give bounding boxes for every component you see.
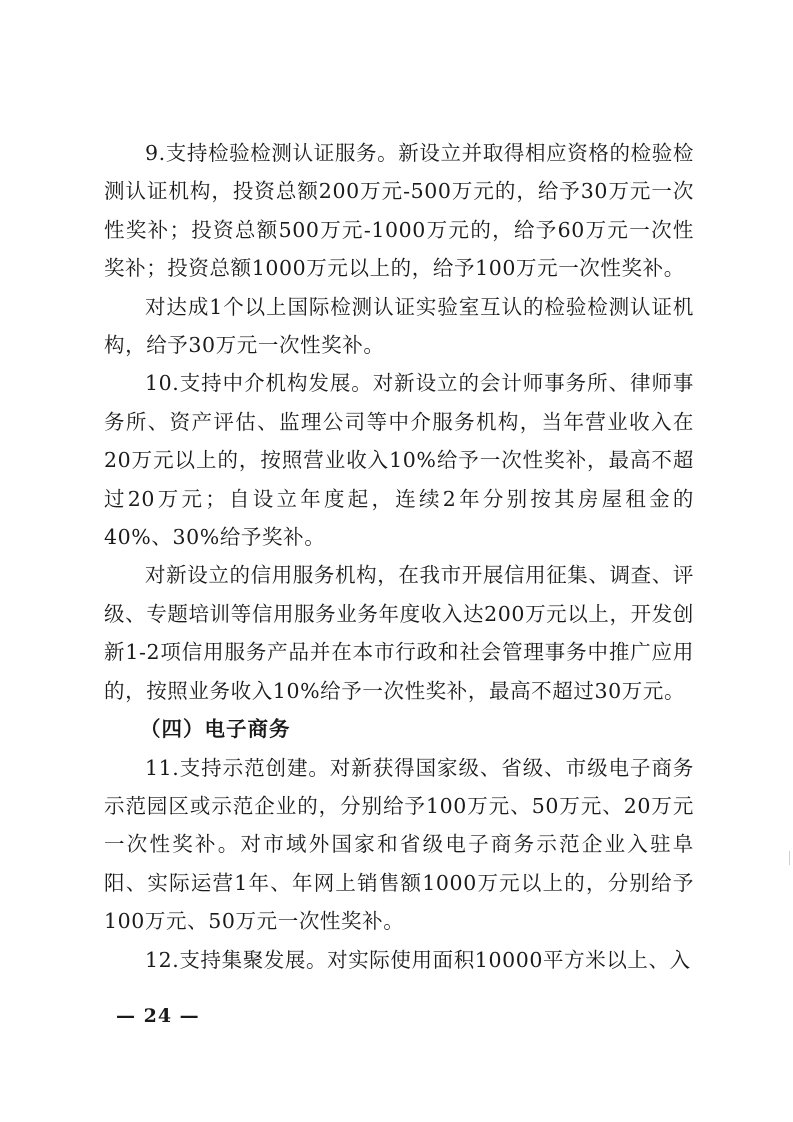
paragraph-international-mutual-recognition: 对达成1个以上国际检测认证实验室互认的检验检测认证机构，给予30万元一次性奖补。	[104, 294, 694, 358]
paragraph-credit-service-agencies: 对新设立的信用服务机构，在我市开展信用征集、调查、评级、专题培训等信用服务业务年度收入达200万元以上，开发创新1-2项信用服务产品并在本市行政和社会管理事务中推广应用的，按照业务收入10%给予一次性奖补，最高不超过30万元。	[104, 563, 694, 703]
paragraph-inspection-certification: 9.支持检验检测认证服务。新设立并取得相应资格的检验检测认证机构，投资总额200万元-500万元的，给予30万元一次性奖补；投资总额500万元-1000万元的，给予60万元一次性奖补；投资总额1000万元以上的，给予100万元一次性奖补。	[104, 141, 694, 281]
section-heading-ecommerce: （四）电子商务	[140, 717, 291, 742]
paragraph-cluster-development: 12.支持集聚发展。对实际使用面积10000平方米以上、入	[145, 947, 691, 972]
page-number: — 24 —	[116, 1005, 200, 1027]
scan-edge-mark	[789, 851, 790, 865]
paragraph-demonstration-creation: 11.支持示范创建。对新获得国家级、省级、市级电子商务示范园区或示范企业的，分别给予100万元、50万元、20万元一次性奖补。对市域外国家和省级电子商务示范企业入驻阜阳、实际运营1年、年网上销售额1000万元以上的，分别给予100万元、50万元一次性奖补。	[104, 755, 694, 934]
paragraph-intermediary-agencies: 10.支持中介机构发展。对新设立的会计师事务所、律师事务所、资产评估、监理公司等中介服务机构，当年营业收入在20万元以上的，按照营业收入10%给予一次性奖补，最高不超过20万元；自设立年度起，连续2年分别按其房屋租金的40%、30%给予奖补。	[104, 371, 694, 550]
document-body	[104, 134, 694, 979]
